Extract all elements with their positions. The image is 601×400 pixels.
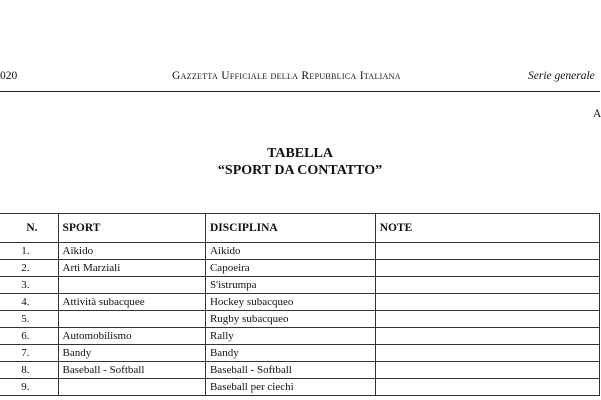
cell-note — [375, 260, 599, 277]
cell-sport: Bandy — [58, 345, 205, 362]
cell-sport — [58, 277, 205, 294]
cell-n: 5. — [0, 311, 58, 328]
table-row — [0, 311, 600, 328]
corner-annex-mark: A — [593, 108, 601, 120]
cell-n: 1. — [0, 243, 58, 260]
cell-disciplina: Baseball per ciechi — [205, 379, 375, 396]
cell-note — [375, 311, 599, 328]
cell-disciplina: Capoeira — [205, 260, 375, 277]
table-row — [0, 379, 600, 396]
cell-disciplina: Aikido — [205, 243, 375, 260]
header-date-fragment: 020 — [0, 70, 18, 82]
cell-n: 7. — [0, 345, 58, 362]
cell-n: 2. — [0, 260, 58, 277]
table-row — [0, 277, 600, 294]
cell-sport — [58, 311, 205, 328]
table-row — [0, 260, 600, 277]
cell-n: 8. — [0, 362, 58, 379]
cell-disciplina: Rally — [205, 328, 375, 345]
header-publication-title: Gazzetta Ufficiale della Repubblica Italiana — [172, 70, 401, 82]
cell-note — [375, 362, 599, 379]
table-row — [0, 362, 600, 379]
document-title — [0, 145, 600, 179]
page-header — [0, 70, 600, 88]
cell-n: 4. — [0, 294, 58, 311]
sports-table-container — [0, 213, 600, 396]
header-note: NOTE — [375, 214, 599, 243]
cell-disciplina: Bandy — [205, 345, 375, 362]
table-row — [0, 243, 600, 260]
header-divider — [0, 91, 600, 92]
cell-sport: Aikido — [58, 243, 205, 260]
title-line-2: “SPORT DA CONTATTO” — [217, 163, 383, 178]
cell-note — [375, 379, 599, 396]
cell-disciplina: S'istrumpa — [205, 277, 375, 294]
cell-n: 6. — [0, 328, 58, 345]
cell-sport: Baseball - Softball — [58, 362, 205, 379]
table-row — [0, 345, 600, 362]
title-line-1: TABELLA — [267, 146, 333, 161]
header-series: Serie generale — [528, 70, 595, 82]
header-n: N. — [0, 214, 58, 243]
table-row — [0, 328, 600, 345]
cell-note — [375, 328, 599, 345]
sports-table — [0, 213, 600, 396]
cell-sport: Arti Marziali — [58, 260, 205, 277]
header-sport: SPORT — [58, 214, 205, 243]
table-header-row — [0, 214, 600, 243]
table-row — [0, 294, 600, 311]
cell-sport — [58, 379, 205, 396]
cell-sport: Automobilismo — [58, 328, 205, 345]
cell-sport: Attività subacquee — [58, 294, 205, 311]
cell-disciplina: Baseball - Softball — [205, 362, 375, 379]
cell-note — [375, 243, 599, 260]
cell-disciplina: Rugby subacqueo — [205, 311, 375, 328]
cell-n: 3. — [0, 277, 58, 294]
cell-note — [375, 277, 599, 294]
cell-note — [375, 294, 599, 311]
cell-note — [375, 345, 599, 362]
header-disciplina: DISCIPLINA — [205, 214, 375, 243]
cell-n: 9. — [0, 379, 58, 396]
cell-disciplina: Hockey subacqueo — [205, 294, 375, 311]
